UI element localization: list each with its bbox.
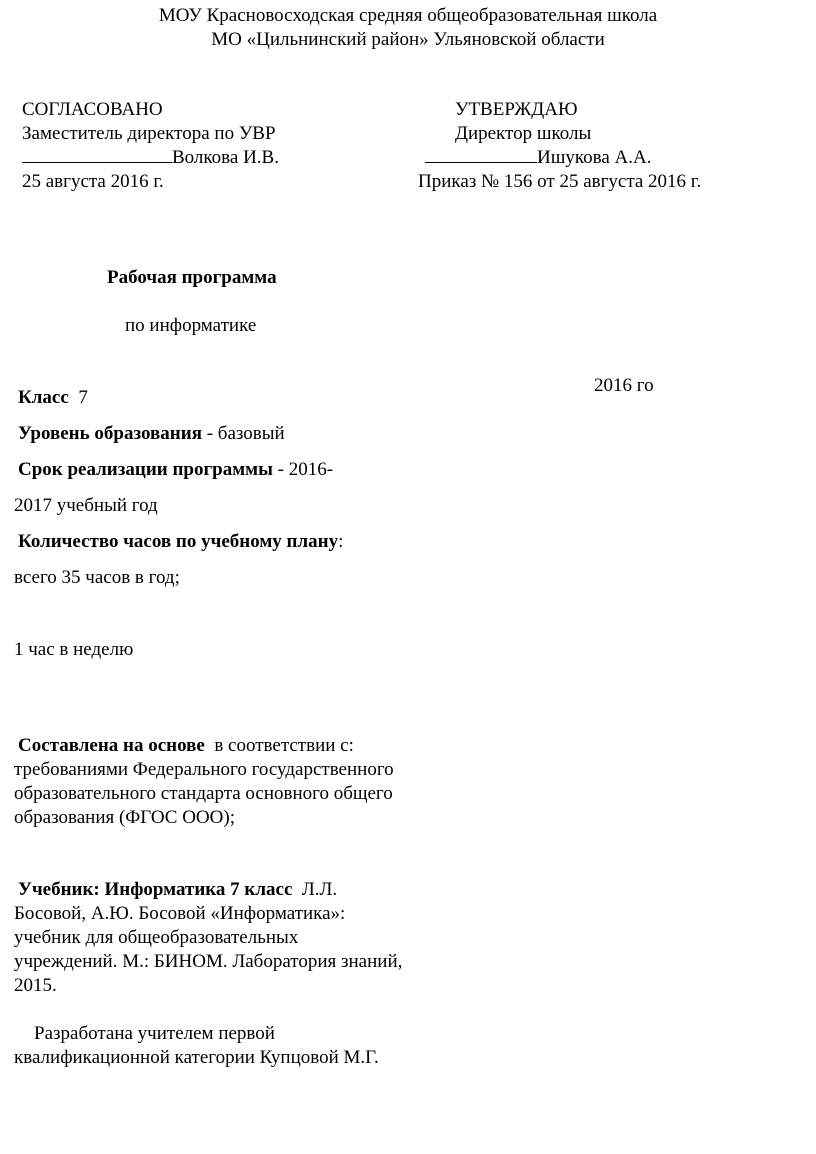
basis-paragraph [14,734,404,830]
level-label: Уровень образования [18,423,202,444]
hours-total: всего 35 часов в год; [14,567,180,588]
signature-blank [22,146,172,163]
class-value: 7 [78,387,88,408]
approved-order: Приказ № 156 от 25 августа 2016 г. [418,171,702,192]
hours-colon: : [338,531,344,552]
district-name: МО «Цильнинский район» Ульяновской области [211,29,605,50]
program-title: Рабочая программа [107,267,277,288]
level-value: - базовый [206,423,285,444]
term-row [18,458,333,482]
agreed-position: Заместитель директора по УВР [22,123,276,144]
approved-name: Ишукова А.А. [537,147,652,168]
term-value: - 2016- [277,459,334,480]
approved-signature-line [425,146,651,170]
textbook-text: Л.Л. Босовой, А.Ю. Босовой «Информатика»: учебник для общеобразовательных учреждений. М.: БИНОМ. Лаборатория знаний, 2015. [14,879,403,996]
class-label: Класс [18,387,69,408]
approved-title: УТВЕРЖДАЮ [455,99,578,120]
hours-label: Количество часов по учебному плану [18,531,339,552]
hours-week: 1 час в неделю [14,639,134,660]
school-name: МОУ Красновосходская средняя общеобразовательная школа [158,5,658,26]
author-paragraph: Разработана учителем первой квалификационной категории Купцовой М.Г. [14,1023,379,1068]
program-subject: по информатике [125,315,257,336]
level-row [18,422,285,446]
hours-row [18,530,343,554]
agreed-signature-line [22,146,279,170]
agreed-title: СОГЛАСОВАНО [22,99,163,120]
basis-label: Составлена на основе [18,735,205,756]
textbook-label: Учебник: Информатика 7 класс [18,879,293,900]
class-row [18,386,88,410]
signature-blank [425,146,537,163]
agreed-date: 25 августа 2016 г. [22,171,164,192]
agreed-name: Волкова И.В. [172,147,279,168]
basis-text: в соответствии с: требованиями Федерального государственного образовательного стандарта основного общего образования (ФГОС ООО); [14,735,394,828]
term-continuation: 2017 учебный год [14,495,158,516]
textbook-paragraph [14,878,404,998]
term-label: Срок реализации программы [18,459,273,480]
approved-position: Директор школы [455,123,592,144]
side-year: 2016 го [594,375,654,396]
